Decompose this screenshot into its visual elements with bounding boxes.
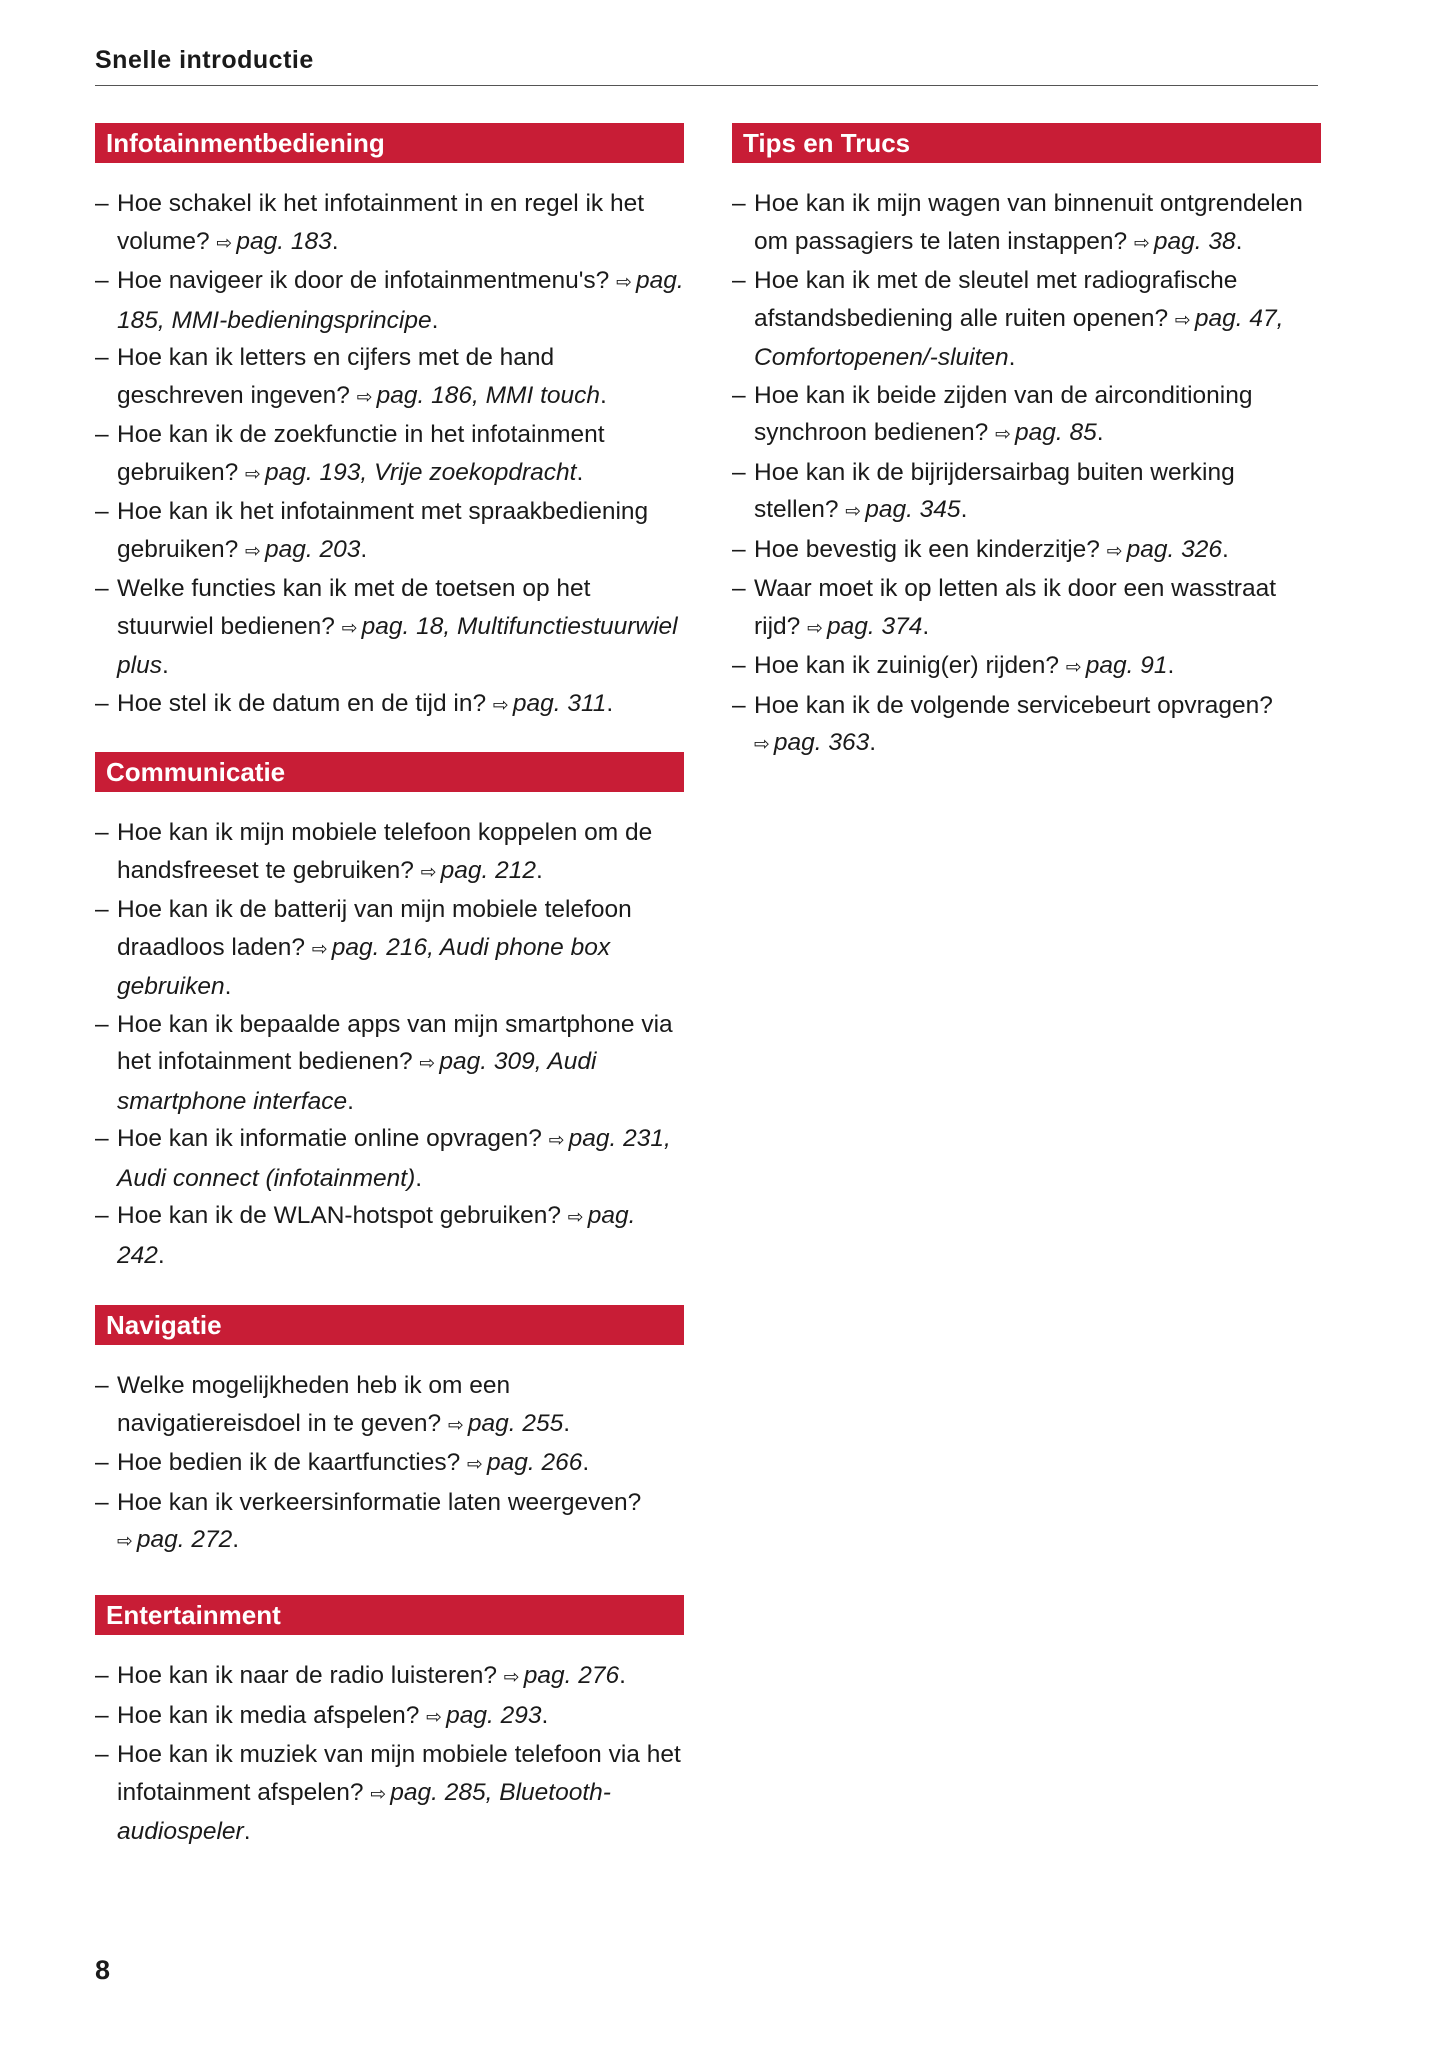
period: . — [600, 381, 607, 409]
section-heading: Navigatie — [95, 1305, 684, 1345]
period: . — [1235, 227, 1243, 255]
question-text: Hoe kan ik letters en cijfers met de hand geschreven ingeven? — [117, 344, 555, 409]
period: . — [619, 1662, 626, 1689]
page-reference-link[interactable]: pag. 272 — [136, 1526, 233, 1553]
list-item — [95, 185, 684, 262]
list-item — [95, 685, 684, 725]
page-reference-link[interactable]: pag. 231, Audi connect (infotainment) — [117, 1125, 671, 1192]
question-list — [95, 1657, 684, 1851]
period: . — [161, 652, 169, 679]
section-navigatie — [95, 1305, 684, 1561]
question-text: Hoe bevestig ik een kinderzitje? — [754, 535, 1100, 563]
list-item — [95, 1444, 684, 1484]
page-reference-link[interactable]: pag. 185, MMI-bedieningsprincipe — [117, 267, 684, 334]
arrow-right-icon: ⇨ — [548, 1129, 565, 1151]
arrow-right-icon: ⇨ — [420, 860, 437, 883]
list-item — [95, 1197, 684, 1274]
list-item — [732, 570, 1321, 647]
section-heading: Entertainment — [95, 1595, 684, 1635]
arrow-right-icon: ⇨ — [995, 423, 1012, 445]
arrow-right-icon: ⇨ — [503, 1666, 520, 1688]
period: . — [232, 1526, 240, 1553]
dash-bullet: – — [95, 1202, 109, 1229]
list-item — [732, 185, 1321, 262]
dash-bullet: – — [95, 267, 109, 294]
period: . — [536, 856, 543, 884]
period: . — [869, 729, 877, 756]
list-item — [732, 454, 1321, 531]
dash-bullet: – — [732, 575, 746, 602]
question-text: Hoe kan ik het infotainment met spraakbediening gebruiken? — [117, 498, 649, 563]
period: . — [606, 689, 614, 717]
page-reference-link[interactable]: pag. 193, Vrije zoekopdracht — [264, 458, 577, 486]
arrow-right-icon: ⇨ — [245, 462, 261, 485]
list-item — [732, 687, 1321, 764]
period: . — [331, 227, 339, 255]
list-item — [95, 1736, 684, 1851]
arrow-right-icon: ⇨ — [845, 500, 862, 522]
list-item — [95, 1006, 684, 1121]
period: . — [243, 1818, 251, 1845]
dash-bullet: – — [95, 1449, 109, 1476]
dash-bullet: – — [95, 344, 109, 371]
arrow-right-icon: ⇨ — [370, 1782, 387, 1805]
section-tips — [732, 123, 1321, 764]
question-text: Hoe kan ik de bijrijdersairbag buiten werking stellen? — [754, 458, 1235, 523]
page-title: Snelle introductie — [95, 46, 314, 74]
page-reference-link[interactable]: pag. 216, Audi phone box gebruiken — [117, 933, 611, 1000]
question-list — [95, 814, 684, 1274]
question-text: Hoe kan ik de zoekfunctie in het infotainment gebruiken? — [117, 421, 605, 486]
arrow-right-icon: ⇨ — [1065, 656, 1082, 678]
dash-bullet: – — [95, 1662, 109, 1689]
arrow-right-icon: ⇨ — [419, 1052, 436, 1074]
question-list — [95, 1367, 684, 1561]
dash-bullet: – — [732, 535, 746, 563]
page-reference-link[interactable]: pag. 18, Multifunctiestuurwiel plus — [117, 612, 678, 679]
page-reference-link[interactable]: pag. 203 — [264, 535, 361, 563]
period: . — [582, 1449, 590, 1476]
page-reference-link[interactable]: pag. 91 — [1085, 652, 1168, 679]
page-reference-link[interactable]: pag. 255 — [467, 1409, 564, 1437]
arrow-right-icon: ⇨ — [245, 539, 261, 562]
dash-bullet: – — [95, 1701, 109, 1729]
arrow-right-icon: ⇨ — [807, 616, 824, 639]
page-reference-link[interactable]: pag. 276 — [523, 1662, 620, 1689]
page-reference-link[interactable]: pag. 326 — [1126, 535, 1223, 563]
dash-bullet: – — [95, 421, 109, 448]
question-text: Hoe kan ik de batterij van mijn mobiele telefoon draadloos laden? — [117, 896, 632, 961]
arrow-right-icon: ⇨ — [1134, 231, 1150, 254]
question-text: Hoe kan ik informatie online opvragen? — [117, 1125, 542, 1152]
period: . — [563, 1409, 571, 1437]
page-reference-link[interactable]: pag. 363 — [773, 729, 870, 756]
question-text: Hoe kan ik media afspelen? — [117, 1701, 420, 1729]
list-item — [732, 647, 1321, 687]
list-item — [732, 531, 1321, 571]
dash-bullet: – — [95, 498, 109, 525]
arrow-right-icon: ⇨ — [117, 1530, 133, 1552]
question-text: Waar moet ik op letten als ik door een wasstraat rijd? — [754, 575, 1277, 640]
page-reference-link[interactable]: pag. 242 — [117, 1202, 636, 1269]
period: . — [431, 306, 439, 334]
list-item — [95, 262, 684, 339]
question-text: Hoe kan ik zuinig(er) rijden? — [754, 652, 1060, 679]
question-text: Hoe kan ik naar de radio luisteren? — [117, 1662, 497, 1689]
question-text: Hoe kan ik mijn wagen van binnenuit ontgrendelen om passagiers te laten instappen? — [754, 190, 1303, 255]
page-reference-link[interactable]: pag. 374 — [827, 612, 923, 640]
period: . — [576, 458, 584, 486]
period: . — [922, 612, 930, 640]
dash-bullet: – — [95, 1125, 109, 1152]
question-text: Hoe kan ik muziek van mijn mobiele telefoon via het infotainment afspelen? — [117, 1741, 681, 1806]
period: . — [360, 535, 368, 563]
question-text: Hoe navigeer ik door de infotainmentmenu's? — [117, 267, 610, 294]
header-divider — [95, 85, 1318, 86]
list-item — [95, 814, 684, 891]
question-text: Hoe kan ik bepaalde apps van mijn smartphone via het infotainment bedienen? — [117, 1010, 673, 1075]
arrow-right-icon: ⇨ — [467, 1453, 483, 1475]
period: . — [347, 1087, 354, 1115]
period: . — [157, 1241, 165, 1269]
question-text: Hoe kan ik de volgende servicebeurt opvragen? — [754, 691, 1273, 719]
arrow-right-icon: ⇨ — [311, 937, 328, 960]
section-communicatie — [95, 752, 684, 1274]
question-text: Welke mogelijkheden heb ik om een navigatiereisdoel in te geven? — [117, 1372, 511, 1437]
dash-bullet: – — [95, 1488, 109, 1516]
dash-bullet: – — [95, 190, 109, 217]
question-text: Hoe kan ik mijn mobiele telefoon koppelen om de handsfreeset te gebruiken? — [117, 819, 653, 884]
arrow-right-icon: ⇨ — [447, 1413, 464, 1436]
list-item — [95, 493, 684, 570]
arrow-right-icon: ⇨ — [567, 1206, 584, 1228]
dash-bullet: – — [95, 1010, 109, 1038]
arrow-right-icon: ⇨ — [356, 385, 373, 408]
question-text: Hoe kan ik verkeersinformatie laten weergeven? — [117, 1488, 642, 1516]
list-item — [95, 1697, 684, 1737]
dash-bullet: – — [732, 190, 746, 217]
arrow-right-icon: ⇨ — [492, 693, 509, 716]
list-item — [95, 891, 684, 1006]
period: . — [415, 1164, 423, 1192]
page-reference-link[interactable]: pag. 186, MMI touch — [376, 381, 601, 409]
period: . — [1167, 652, 1175, 679]
arrow-right-icon: ⇨ — [616, 271, 632, 293]
dash-bullet: – — [732, 381, 746, 409]
page-reference-link[interactable]: pag. 38 — [1153, 227, 1236, 255]
period: . — [224, 973, 232, 1000]
period: . — [541, 1701, 549, 1729]
dash-bullet: – — [95, 1741, 109, 1768]
dash-bullet: – — [95, 896, 109, 923]
list-item — [95, 1657, 684, 1697]
page-reference-link[interactable]: pag. 183 — [236, 227, 332, 255]
question-text: Hoe kan ik met de sleutel met radiografische afstandsbediening alle ruiten openen? — [754, 267, 1238, 332]
page-number: 8 — [95, 1955, 111, 1985]
page-reference-link[interactable]: pag. 293 — [446, 1701, 542, 1729]
arrow-right-icon: ⇨ — [426, 1705, 443, 1728]
question-list — [732, 185, 1321, 764]
dash-bullet: – — [95, 1372, 109, 1399]
section-heading: Infotainmentbediening — [95, 123, 684, 163]
page-reference-link[interactable]: pag. 285, Bluetooth-audiospeler — [117, 1778, 611, 1845]
section-heading: Communicatie — [95, 752, 684, 792]
period: . — [960, 496, 968, 523]
list-item — [732, 377, 1321, 454]
dash-bullet: – — [732, 458, 746, 486]
question-text: Hoe kan ik beide zijden van de airconditioning synchroon bedienen? — [754, 381, 1253, 446]
dash-bullet: – — [95, 819, 109, 846]
page-reference-link[interactable]: pag. 345 — [865, 496, 961, 523]
dash-bullet: – — [732, 652, 746, 679]
question-text: Hoe stel ik de datum en de tijd in? — [117, 689, 487, 717]
list-item — [95, 339, 684, 416]
arrow-right-icon: ⇨ — [1174, 308, 1191, 331]
page-reference-link[interactable]: pag. 212 — [440, 856, 537, 884]
dash-bullet: – — [732, 267, 746, 294]
period: . — [1222, 535, 1229, 563]
section-heading: Tips en Trucs — [732, 123, 1321, 163]
page-reference-link[interactable]: pag. 85 — [1015, 419, 1097, 446]
list-item — [732, 262, 1321, 377]
arrow-right-icon: ⇨ — [341, 616, 358, 639]
dash-bullet: – — [95, 689, 109, 717]
period: . — [1096, 419, 1104, 446]
list-item — [95, 416, 684, 493]
arrow-right-icon: ⇨ — [754, 733, 770, 755]
period: . — [1008, 344, 1016, 371]
question-text: Hoe kan ik de WLAN-hotspot gebruiken? — [117, 1202, 561, 1229]
page-reference-link[interactable]: pag. 47, Comfortopenen/-sluiten — [754, 304, 1284, 371]
list-item — [95, 1120, 684, 1197]
list-item — [95, 1484, 684, 1561]
dash-bullet: – — [95, 575, 109, 602]
page-reference-link[interactable]: pag. 309, Audi smartphone interface — [117, 1048, 597, 1115]
page-reference-link[interactable]: pag. 266 — [486, 1449, 583, 1476]
question-text: Hoe schakel ik het infotainment in en regel ik het volume? — [117, 190, 645, 255]
section-entertainment — [95, 1595, 684, 1851]
question-text: Hoe bedien ik de kaartfuncties? — [117, 1449, 461, 1476]
arrow-right-icon: ⇨ — [216, 231, 233, 254]
question-list — [95, 185, 684, 724]
arrow-right-icon: ⇨ — [1106, 539, 1123, 562]
list-item — [95, 1367, 684, 1444]
dash-bullet: – — [732, 691, 746, 719]
section-infotainment — [95, 123, 684, 724]
question-text: Welke functies kan ik met de toetsen op het stuurwiel bedienen? — [117, 575, 591, 640]
page-reference-link[interactable]: pag. 311 — [512, 689, 607, 717]
list-item — [95, 570, 684, 685]
